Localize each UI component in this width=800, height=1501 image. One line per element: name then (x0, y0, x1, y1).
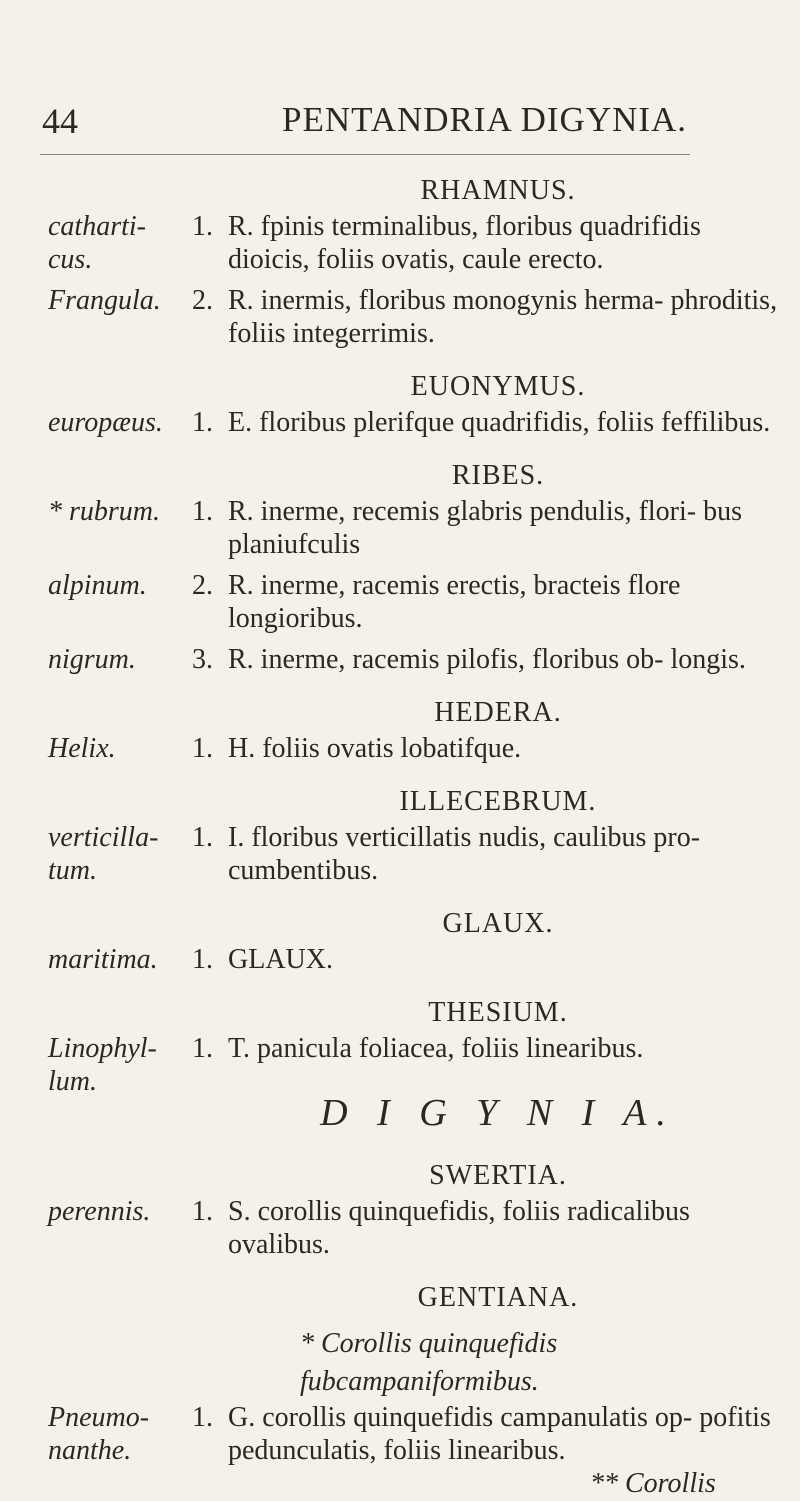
species-description: G. corollis quinquefidis campanulatis op- pofitis pedunculatis, foliis linearibus. (228, 1402, 771, 1466)
species-number: 1. (192, 733, 213, 764)
species-number: 1. (192, 822, 213, 853)
species-entry (0, 284, 800, 350)
genus-heading: SWERTIA. (429, 1160, 567, 1191)
species-description: R. fpinis terminalibus, floribus quadrifidis dioicis, foliis ovatis, caule erecto. (228, 211, 701, 275)
species-entry (0, 643, 800, 676)
species-description: R. inerme, racemis erectis, bracteis flore longioribus. (228, 570, 681, 634)
trivial-name: perennis. (48, 1196, 151, 1227)
species-entry (0, 1032, 800, 1097)
genus-heading: GLAUX. (442, 908, 554, 939)
genus-heading: RHAMNUS. (420, 175, 576, 206)
trivial-name: maritima. (48, 944, 158, 975)
species-number: 1. (192, 496, 213, 527)
genus-heading: ILLECEBRUM. (399, 786, 597, 817)
species-description: R. inerme, racemis pilofis, floribus ob- longis. (228, 644, 746, 675)
species-number: 1. (192, 407, 213, 438)
species-description: R. inerme, recemis glabris pendulis, flori- bus planiufculis (228, 496, 742, 560)
trivial-name: Helix. (48, 733, 116, 764)
species-description: I. floribus verticillatis nudis, caulibus pro- cumbentibus. (228, 822, 701, 886)
species-description: GLAUX. (228, 944, 333, 975)
header-rule (40, 154, 690, 155)
species-entry (0, 406, 800, 439)
trivial-name: Linophyl- lum. (48, 1033, 157, 1097)
trivial-name: Frangula. (48, 285, 161, 316)
species-number: 3. (192, 644, 213, 675)
species-number: 2. (192, 285, 213, 316)
species-description: R. inermis, floribus monogynis herma- phroditis, foliis integerrimis. (228, 285, 778, 349)
species-number: 1. (192, 211, 213, 242)
page-body (0, 172, 800, 1501)
species-number: 1. (192, 1033, 213, 1064)
species-description: T. panicula foliacea, foliis linearibus. (228, 1033, 644, 1064)
page-number: 44 (42, 101, 78, 141)
subsection-heading: * Corollis quinquefidis fubcampaniformibus. (300, 1328, 558, 1397)
species-entry (0, 495, 800, 561)
species-number: 2. (192, 570, 213, 601)
species-entry (0, 821, 800, 887)
species-entry (0, 1195, 800, 1261)
species-description: E. floribus plerifque quadrifidis, foliis feffilibus. (228, 407, 771, 438)
running-title: PENTANDRIA DIGYNIA. (282, 100, 688, 139)
trivial-name: verticilla- tum. (48, 822, 159, 886)
trivial-name: * rubrum. (48, 496, 161, 527)
trivial-name: catharti- cus. (48, 211, 146, 275)
order-heading: D I G Y N I A. (320, 1092, 676, 1134)
trivial-name: alpinum. (48, 570, 147, 601)
genus-heading: EUONYMUS. (410, 371, 586, 402)
genus-heading: THESIUM. (428, 997, 568, 1028)
genus-heading: HEDERA. (434, 697, 562, 728)
catchword: ** Corollis (590, 1468, 716, 1499)
species-number: 1. (192, 1196, 213, 1227)
digynia-sections (0, 1157, 800, 1467)
trivial-name: Pneumo- nanthe. (48, 1402, 150, 1466)
species-number: 1. (192, 1402, 213, 1433)
species-description: H. foliis ovatis lobatifque. (228, 733, 522, 764)
trivial-name: europæus. (48, 407, 163, 438)
genus-heading: GENTIANA. (417, 1282, 579, 1313)
page-header (0, 100, 800, 160)
species-entry (0, 569, 800, 635)
species-entry (0, 210, 800, 276)
genus-heading: RIBES. (451, 460, 545, 491)
trivial-name: nigrum. (48, 644, 136, 675)
pentandria-sections (0, 172, 800, 1097)
species-entry (0, 1401, 800, 1467)
species-entry (0, 943, 800, 976)
species-description: S. corollis quinquefidis, foliis radicalibus ovalibus. (228, 1196, 690, 1260)
species-entry (0, 732, 800, 765)
species-number: 1. (192, 944, 213, 975)
